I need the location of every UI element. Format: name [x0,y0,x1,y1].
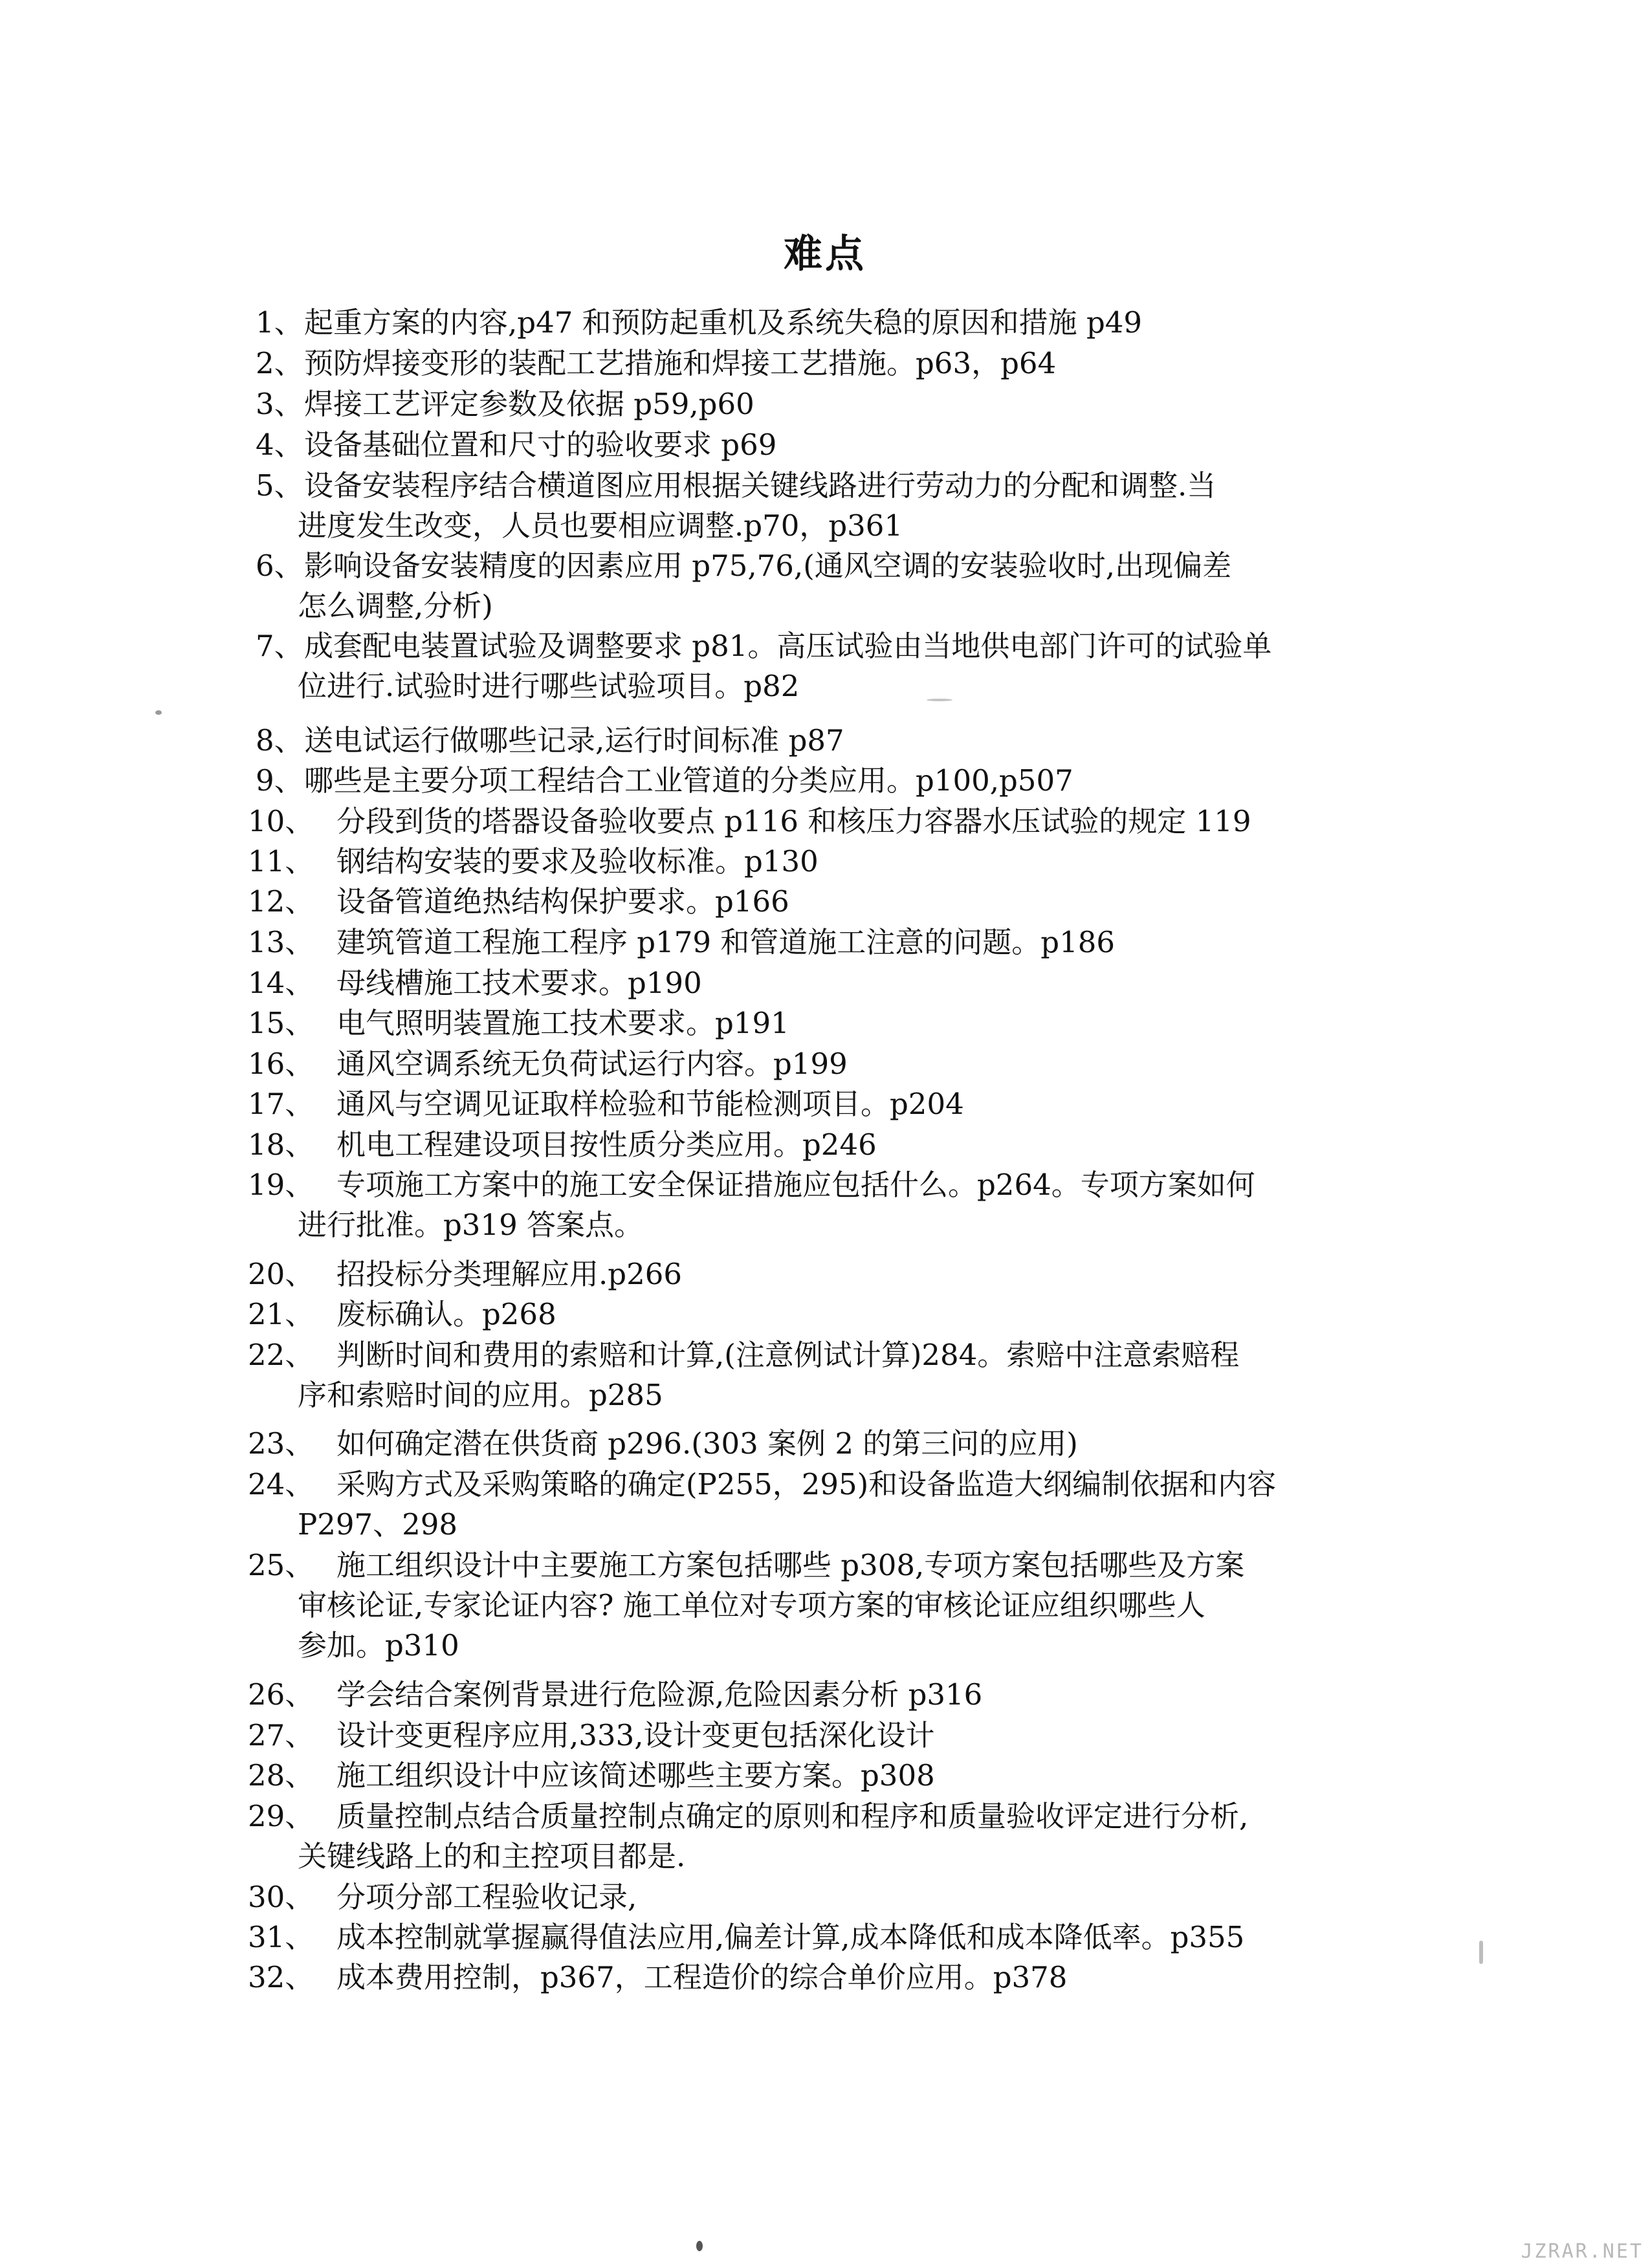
item-text-line: 质量控制点结合质量控制点确定的原则和程序和质量验收评定进行分析, [336,1799,1249,1833]
item-text-line: 如何确定潜在供货商 p296.(303 案例 2 的第三问的应用) [336,1426,1078,1461]
item-text-line: 母线槽施工技术要求。p190 [336,966,702,1000]
item-number: 20、 [248,1257,314,1291]
item-number: 31、 [248,1920,314,1954]
scan-speck [696,2241,703,2251]
page-title: 难点 [784,232,866,277]
item-text-line: 废标确认。p268 [336,1297,556,1331]
item-number: 27、 [248,1718,314,1752]
item-text-line: 焊接工艺评定参数及依据 p59,p60 [304,387,754,421]
scan-speck [155,710,162,715]
item-text-line: 进度发生改变，人员也要相应调整.p70，p361 [298,508,903,543]
item-text-line: 建筑管道工程施工程序 p179 和管道施工注意的问题。p186 [336,925,1116,959]
watermark: JZRAR.NET [1521,2240,1644,2263]
item-number: 7、 [256,629,303,663]
item-text-line: 参加。p310 [298,1628,459,1663]
item-text-line: 分段到货的塔器设备验收要点 p116 和核压力容器水压试验的规定 119 [336,804,1251,838]
item-number: 25、 [248,1548,314,1582]
item-number: 24、 [248,1467,314,1501]
item-text-line: 专项施工方案中的施工安全保证措施应包括什么。p264。专项方案如何 [336,1168,1255,1202]
item-number: 30、 [248,1880,314,1914]
item-number: 14、 [248,966,314,1000]
item-number: 28、 [248,1758,314,1793]
item-text-line: 招投标分类理解应用.p266 [336,1257,683,1291]
item-number: 4、 [256,428,303,462]
item-number: 11、 [248,844,314,878]
item-number: 1、 [256,305,303,340]
item-text-line: 预防焊接变形的装配工艺措施和焊接工艺措施。p63，p64 [304,346,1057,380]
item-text-line: 机电工程建设项目按性质分类应用。p246 [336,1128,877,1162]
item-number: 26、 [248,1677,314,1712]
item-text-line: 施工组织设计中应该简述哪些主要方案。p308 [336,1758,935,1793]
item-text-line: 判断时间和费用的索赔和计算,(注意例试计算)284。索赔中注意索赔程 [336,1338,1240,1372]
item-text-line: 成本控制就掌握赢得值法应用,偏差计算,成本降低和成本降低率。p355 [336,1920,1245,1954]
item-number: 29、 [248,1799,314,1833]
item-text-line: 序和索赔时间的应用。p285 [298,1378,663,1412]
item-text-line: 设备基础位置和尺寸的验收要求 p69 [304,428,777,462]
scan-speck [1479,1941,1483,1964]
item-number: 19、 [248,1168,314,1202]
scan-speck [927,699,952,701]
item-number: 16、 [248,1047,314,1081]
item-number: 21、 [248,1297,314,1331]
item-text-line: 通风与空调见证取样检验和节能检测项目。p204 [336,1087,964,1121]
item-text-line: 设计变更程序应用,333,设计变更包括深化设计 [336,1718,935,1752]
item-number: 3、 [256,387,303,421]
item-text-line: 送电试运行做哪些记录,运行时间标准 p87 [304,723,844,758]
item-number: 13、 [248,925,314,959]
item-text-line: 学会结合案例背景进行危险源,危险因素分析 p316 [336,1677,983,1712]
item-text-line: 设备管道绝热结构保护要求。p166 [336,884,789,919]
item-number: 10、 [248,804,314,838]
item-text-line: 进行批准。p319 答案点。 [298,1208,644,1242]
item-number: 9、 [256,763,303,798]
item-text-line: 分项分部工程验收记录, [336,1880,637,1914]
item-text-line: 电气照明装置施工技术要求。p191 [336,1006,789,1040]
item-number: 8、 [256,723,303,758]
item-text-line: 哪些是主要分项工程结合工业管道的分类应用。p100,p507 [304,763,1073,798]
item-text-line: 关键线路上的和主控项目都是. [298,1839,686,1873]
item-text-line: 成套配电装置试验及调整要求 p81。高压试验由当地供电部门许可的试验单 [304,629,1272,663]
item-number: 18、 [248,1128,314,1162]
item-text-line: 起重方案的内容,p47 和预防起重机及系统失稳的原因和措施 p49 [304,305,1143,340]
item-text-line: 怎么调整,分析) [298,589,493,623]
item-number: 23、 [248,1426,314,1461]
item-number: 17、 [248,1087,314,1121]
item-number: 15、 [248,1006,314,1040]
item-text-line: 设备安装程序结合横道图应用根据关键线路进行劳动力的分配和调整.当 [304,468,1216,503]
item-text-line: 成本费用控制，p367，工程造价的综合单价应用。p378 [336,1960,1068,1994]
item-text-line: 影响设备安装精度的因素应用 p75,76,(通风空调的安装验收时,出现偏差 [304,549,1232,583]
item-number: 12、 [248,884,314,919]
item-text-line: 采购方式及采购策略的确定(P255，295)和设备监造大纲编制依据和内容 [336,1467,1277,1501]
item-text-line: 位进行.试验时进行哪些试验项目。p82 [298,669,800,703]
item-number: 22、 [248,1338,314,1372]
item-number: 5、 [256,468,303,503]
item-number: 32、 [248,1960,314,1994]
item-number: 6、 [256,549,303,583]
item-number: 2、 [256,346,303,380]
item-text-line: 施工组织设计中主要施工方案包括哪些 p308,专项方案包括哪些及方案 [336,1548,1245,1582]
item-text-line: 钢结构安装的要求及验收标准。p130 [336,844,819,878]
item-text-line: 审核论证,专家论证内容? 施工单位对专项方案的审核论证应组织哪些人 [298,1588,1205,1622]
item-text-line: P297、298 [298,1507,458,1542]
item-text-line: 通风空调系统无负荷试运行内容。p199 [336,1047,848,1081]
